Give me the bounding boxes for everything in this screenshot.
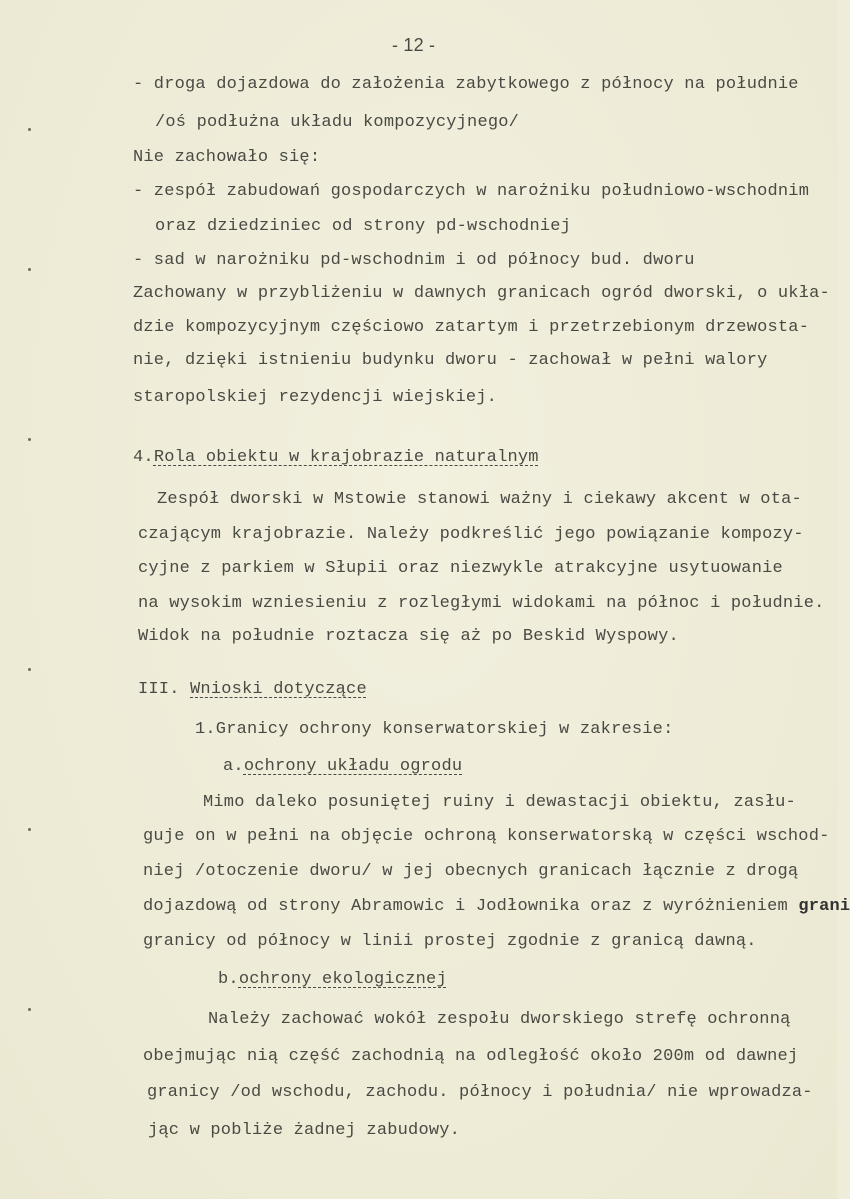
margin-dot — [28, 828, 31, 831]
text-line: obejmując nią część zachodnią na odległość około 200m od dawnej — [143, 1047, 799, 1066]
margin-dot — [28, 1008, 31, 1011]
text-line: nie, dzięki istnieniu budynku dworu - zachował w pełni walory — [133, 351, 768, 370]
text-line: Zachowany w przybliżeniu w dawnych granicach ogród dworski, o ukła- — [133, 284, 830, 303]
margin-dot — [28, 128, 31, 131]
text-line: jąc w pobliże żadnej zabudowy. — [148, 1121, 461, 1140]
text-line: granicy /od wschodu, zachodu. północy i południa/ nie wprowadza- — [147, 1083, 813, 1102]
text-line: Zespół dworski w Mstowie stanowi ważny i ciekawy akcent w ota- — [157, 490, 802, 509]
text-line: /oś podłużna układu kompozycyjnego/ — [155, 113, 520, 132]
text-line: czającym krajobrazie. Należy podkreślić jego powiązanie kompozy- — [138, 525, 804, 544]
text-line — [143, 896, 850, 918]
text-line: - zespół zabudowań gospodarczych w narożniku południowo-wschodnim — [133, 182, 810, 201]
text-line: Należy zachować wokół zespołu dworskiego strefę ochronną — [208, 1010, 791, 1029]
item-letter: b. — [218, 970, 239, 989]
section-title: Wnioski dotyczące — [190, 680, 367, 699]
margin-dot — [28, 668, 31, 671]
page-number: - 12 - — [392, 35, 436, 55]
section-number: 4. — [133, 448, 154, 467]
margin-dot — [28, 438, 31, 441]
text-line: Widok na południe roztacza się aż po Beskid Wyspowy. — [138, 627, 679, 646]
text-line: guje on w pełni na objęcie ochroną konserwatorską w części wschod- — [143, 827, 830, 846]
text-span: dojazdową od strony Abramowic i Jodłownika oraz z wyróżnieniem — [143, 897, 788, 916]
text-line: - droga dojazdowa do założenia zabytkowego z północy na południe — [133, 75, 799, 94]
item-title: ochrony ekologicznej — [238, 970, 447, 989]
item-b-heading — [218, 969, 447, 991]
text-line: Nie zachowało się: — [133, 148, 321, 167]
margin-dot — [28, 268, 31, 271]
text-line: na wysokim wzniesieniu z rozległymi widokami na północ i południe. — [138, 594, 825, 613]
text-line: niej /otoczenie dworu/ w jej obecnych granicach łącznie z drogą — [143, 862, 799, 881]
text-line: - sad w narożniku pd-wschodnim i od północy bud. dworu — [133, 251, 695, 270]
text-line: dzie kompozycyjnym częściowo zatartym i przetrzebionym drzewosta- — [133, 318, 810, 337]
text-line: granicy od północy w linii prostej zgodnie z granicą dawną. — [143, 932, 757, 951]
text-line: staropolskiej rezydencji wiejskiej. — [133, 388, 498, 407]
section-4-heading — [133, 447, 539, 469]
text-line: Mimo daleko posuniętej ruiny i dewastacji obiektu, zasłu- — [203, 793, 796, 812]
item-a-heading — [223, 756, 462, 778]
text-line: oraz dziedziniec od strony pd-wschodniej — [155, 217, 572, 236]
item-title: ochrony układu ogrodu — [243, 757, 463, 776]
text-line: cyjne z parkiem w Słupii oraz niezwykle atrakcyjne usytuowanie — [138, 559, 783, 578]
section-title: Rola obiektu w krajobrazie naturalnym — [153, 448, 539, 467]
subsection-heading: 1.Granicy ochrony konserwatorskiej w zakresie: — [195, 720, 674, 739]
struck-word: grani — [798, 897, 850, 916]
section-number: III. — [138, 680, 191, 699]
section-3-heading — [138, 679, 367, 701]
item-letter: a. — [223, 757, 244, 776]
